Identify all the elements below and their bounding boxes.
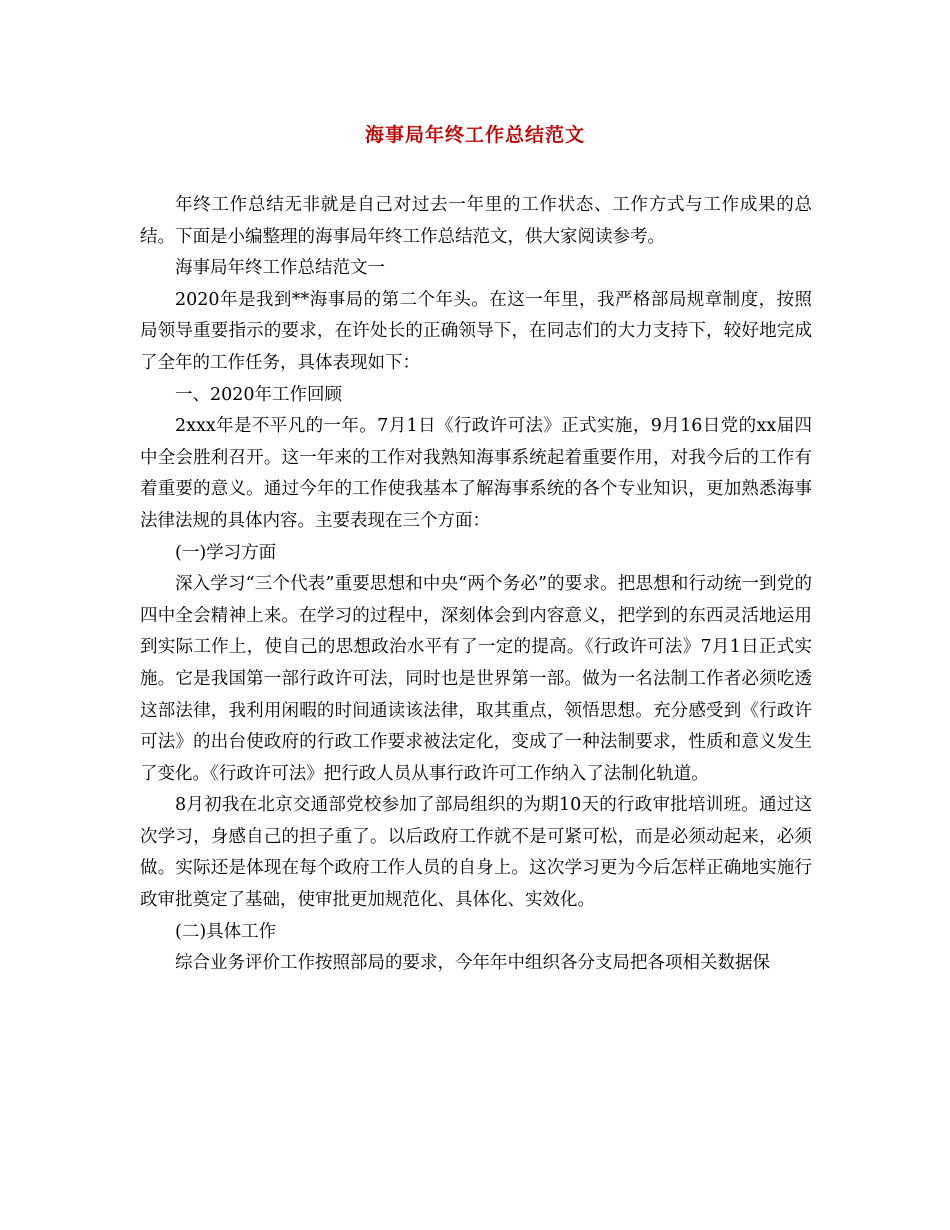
paragraph-subheading-study: (一)学习方面 xyxy=(175,542,277,563)
paragraph-study-content: 深入学习“三个代表”重要思想和中央“两个务必”的要求。把思想和行动统一到党的四中全会精神上来。在学习的过程中，深刻体会到内容意义，把学到的东西灵活地运用到实际工作上，使自己的思想政治水平有了一定的提高。《行政许可法》7月1日正式实施。它是我国第一部行政许可法，同时也是世界第一部。做为一名法制工作者必须吃透这部法律，我利用闲暇的时间通读该法律，取其重点，领悟思想。充分感受到《行政许可法》的出台使政府的行政工作要求被法定化，变成了一种法制要求，性质和意义发生了变化。《行政许可法》把行政人员从事行政许可工作纳入了法制化轨道。 xyxy=(140,574,812,784)
paragraph-intro: 年终工作总结无非就是自己对过去一年里的工作状态、工作方式与工作成果的总结。下面是小编整理的海事局年终工作总结范文，供大家阅读参考。 xyxy=(140,195,812,247)
paragraph-subheading-work: (二)具体工作 xyxy=(175,921,277,942)
paragraph-heading-sample-one: 海事局年终工作总结范文一 xyxy=(175,258,385,279)
paragraph-section-heading-1: 一、2020年工作回顾 xyxy=(175,384,343,405)
paragraph-training: 8月初我在北京交通部党校参加了部局组织的为期10天的行政审批培训班。通过这次学习，身感自己的担子重了。以后政府工作就不是可紧可松，而是必须动起来，必须做。实际还是体现在每个政府工作人员的自身上。这次学习更为今后怎样正确地实施行政审批奠定了基础，使审批更加规范化、具体化、实效化。 xyxy=(140,795,812,911)
paragraph-year-review: 2xxx年是不平凡的一年。7月1日《行政许可法》正式实施，9月16日党的xx届四中全会胜利召开。这一年来的工作对我熟知海事系统起着重要作用，对我今后的工作有着重要的意义。通过今年的工作使我基本了解海事系统的各个专业知识，更加熟悉海事法律法规的具体内容。主要表现在三个方面： xyxy=(140,416,812,531)
document-title: 海事局年终工作总结范文 xyxy=(364,124,585,146)
paragraph-work-content: 综合业务评价工作按照部局的要求，今年年中组织各分支局把各项相关数据保 xyxy=(175,953,770,974)
paragraph-opening: 2020年是我到**海事局的第二个年头。在这一年里，我严格部局规章制度，按照局领导重要指示的要求，在许处长的正确领导下，在同志们的大力支持下，较好地完成了全年的工作任务，具体表现如下： xyxy=(140,289,812,373)
document-body xyxy=(140,190,812,980)
